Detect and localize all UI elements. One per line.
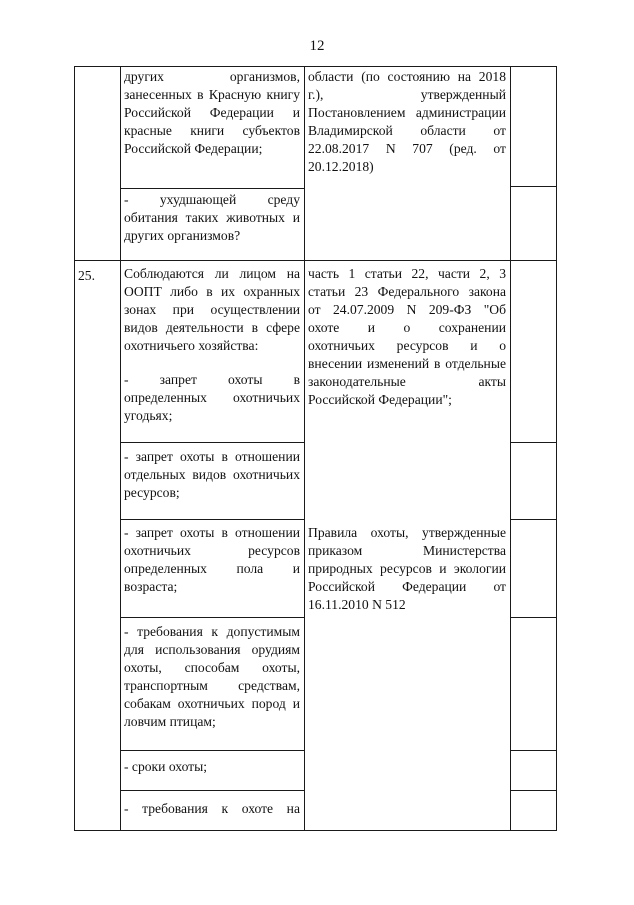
cell-line: - запрет охоты в отношении: [124, 525, 300, 540]
cell-line: занесенных в Красную книгу: [124, 87, 300, 102]
table-rule: [510, 442, 557, 443]
cell-line: - запрет охоты в отношении: [124, 449, 300, 464]
table-rule: [120, 188, 304, 189]
table-rule: [510, 66, 511, 831]
cell-line: охоты, способам охоты,: [124, 660, 300, 675]
cell-line: Владимирской области от: [308, 123, 506, 138]
cell-line: - требования к охоте на: [124, 801, 300, 816]
table-rule: [120, 442, 304, 443]
cell-line: возраста;: [124, 579, 178, 594]
table-rule: [74, 66, 75, 831]
row-number: 25.: [78, 268, 95, 283]
cell-line: Российской Федерации;: [124, 141, 263, 156]
cell-line: Правила охоты, утвержденные: [308, 525, 506, 540]
legal-basis-cell: [308, 524, 506, 614]
cell-line: 20.12.2018): [308, 159, 374, 174]
question-cell: [124, 758, 300, 776]
table-rule: [510, 617, 557, 618]
table-rule: [120, 790, 304, 791]
legal-basis-cell: [308, 68, 506, 176]
table-rule: [304, 66, 305, 831]
question-cell: [124, 265, 300, 355]
cell-line: охотничьих ресурсов и о: [308, 338, 506, 353]
table-rule: [510, 750, 557, 751]
question-cell: [124, 191, 300, 245]
table-rule: [510, 519, 557, 520]
cell-line: транспортным средствам,: [124, 678, 300, 693]
legal-basis-cell: [308, 265, 506, 409]
cell-line: определенных охотничьих: [124, 390, 300, 405]
cell-line: - запрет охоты в: [124, 372, 300, 387]
cell-line: приказом Министерства: [308, 543, 506, 558]
cell-line: обитания таких животных и: [124, 210, 300, 225]
cell-line: других организмов,: [124, 69, 300, 84]
cell-line: законодательные акты: [308, 374, 506, 389]
cell-line: статьи 23 Федерального закона: [308, 284, 506, 299]
cell-line: охотничьих ресурсов: [124, 543, 300, 558]
cell-line: ресурсов;: [124, 485, 180, 500]
cell-line: Постановлением администрации: [308, 105, 506, 120]
cell-line: Соблюдаются ли лицом на: [124, 266, 300, 281]
cell-line: - сроки охоты;: [124, 759, 208, 774]
cell-line: 22.08.2017 N 707 (ред. от: [308, 141, 506, 156]
table-rule: [120, 617, 304, 618]
cell-line: Российской Федерации";: [308, 392, 452, 407]
cell-line: для использования орудиям: [124, 642, 300, 657]
cell-line: ловчим птицам;: [124, 714, 216, 729]
table-rule: [74, 830, 557, 831]
cell-line: области (по состоянию на 2018: [308, 69, 506, 84]
question-cell: [124, 371, 300, 425]
cell-line: других организмов?: [124, 228, 241, 243]
question-cell: [124, 800, 300, 818]
table-rule: [120, 750, 304, 751]
question-cell: [124, 524, 300, 596]
table-rule: [556, 66, 557, 831]
cell-line: угодьях;: [124, 408, 173, 423]
cell-line: зонах при осуществлении: [124, 302, 300, 317]
table-rule: [120, 66, 121, 831]
cell-line: определенных пола и: [124, 561, 300, 576]
cell-line: от 24.07.2009 N 209-ФЗ "Об: [308, 302, 506, 317]
cell-line: красные книги субъектов: [124, 123, 300, 138]
cell-line: г.), утвержденный: [308, 87, 506, 102]
table-rule: [510, 186, 557, 187]
question-cell: [124, 68, 300, 158]
cell-line: 16.11.2010 N 512: [308, 597, 406, 612]
cell-line: Российской Федерации от: [308, 579, 506, 594]
cell-line: Российской Федерации и: [124, 105, 300, 120]
cell-line: видов деятельности в сфере: [124, 320, 300, 335]
table-rule: [120, 519, 304, 520]
cell-line: природных ресурсов и экологии: [308, 561, 506, 576]
table-rule: [510, 790, 557, 791]
cell-line: внесении изменений в отдельные: [308, 356, 506, 371]
cell-line: - ухудшающей среду: [124, 192, 300, 207]
table-rule: [74, 260, 557, 261]
page-number: 12: [309, 38, 325, 54]
cell-line: отдельных видов охотничьих: [124, 467, 300, 482]
cell-line: ООПТ либо в их охранных: [124, 284, 300, 299]
question-cell: [124, 623, 300, 731]
cell-line: часть 1 статьи 22, части 2, 3: [308, 266, 506, 281]
question-cell: [124, 448, 300, 502]
cell-line: собакам охотничьих пород и: [124, 696, 300, 711]
cell-line: охотничьего хозяйства:: [124, 338, 259, 353]
cell-line: охоте и о сохранении: [308, 320, 506, 335]
cell-line: - требования к допустимым: [124, 624, 300, 639]
